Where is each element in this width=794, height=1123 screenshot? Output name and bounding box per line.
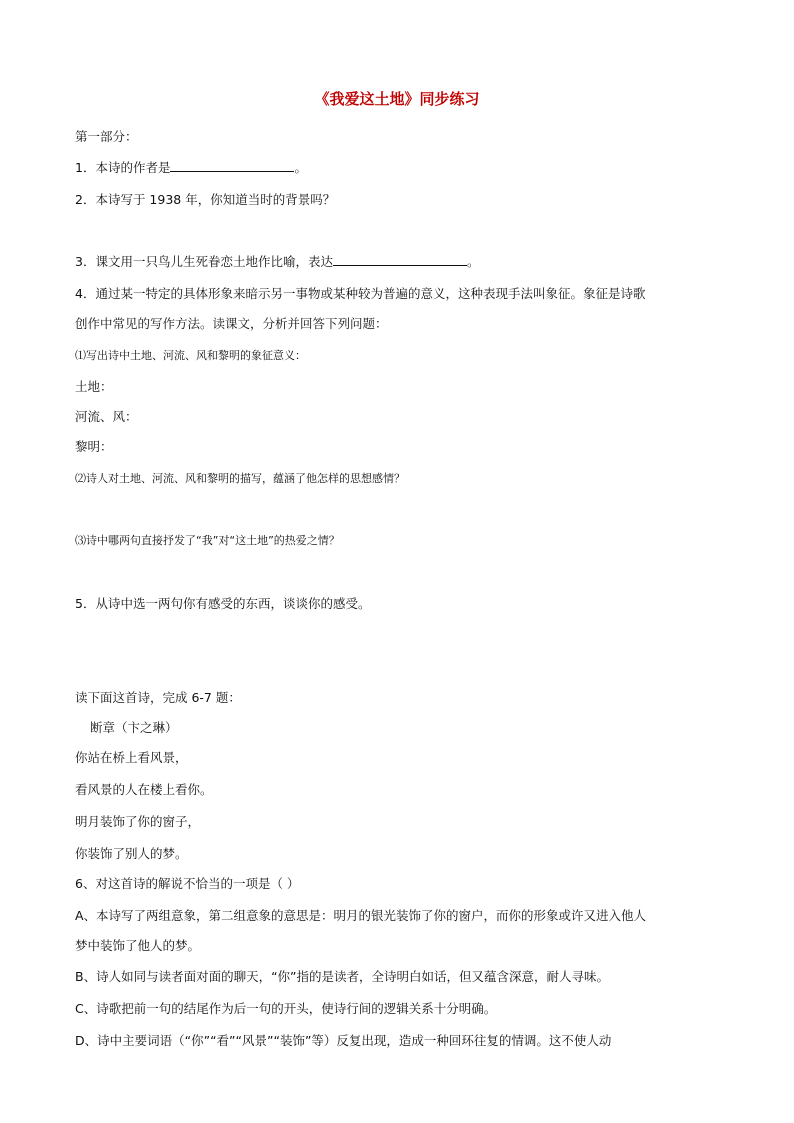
symbol-river-wind: 河流、风： <box>75 409 138 424</box>
reading-intro: 读下面这首诗，完成 6-7 题： <box>75 690 241 705</box>
poem-line: 你站在桥上看风景， <box>75 750 188 765</box>
question-5: 5．从诗中选一两句你有感受的东西，谈谈你的感受。 <box>75 596 371 611</box>
option-a-line-2: 梦中装饰了他人的梦。 <box>75 938 201 953</box>
poem-line: 你装饰了别人的梦。 <box>75 846 188 861</box>
answer-blank-3[interactable] <box>333 252 467 266</box>
page-title: 《我爱这土地》同步练习 <box>314 90 480 108</box>
question-2: 2．本诗写于 1938 年，你知道当时的背景吗？ <box>75 192 336 207</box>
symbol-dawn: 黎明： <box>75 439 113 454</box>
question-4-sub-1: ⑴写出诗中土地、河流、风和黎明的象征意义： <box>75 349 306 362</box>
poem-title: 断章（卞之琳） <box>90 720 178 735</box>
option-c: C、诗歌把前一句的结尾作为后一句的开头，使诗行间的逻辑关系十分明确。 <box>75 1001 497 1016</box>
question-1 <box>75 158 307 176</box>
question-4-line-2: 创作中常见的写作方法。读课文，分析并回答下列问题： <box>75 316 388 331</box>
question-6: 6、对这首诗的解说不恰当的一项是（ ） <box>75 876 300 891</box>
question-4-sub-2: ⑵诗人对土地、河流、风和黎明的描写，蕴涵了他怎样的思想感情？ <box>75 472 405 485</box>
question-3-end: 。 <box>466 254 480 269</box>
question-1-end: 。 <box>294 160 307 175</box>
question-4-line-1: 4．通过某一特定的具体形象来暗示另一事物或某种较为普遍的意义，这种表现手法叫象征。象征是诗歌 <box>75 286 646 301</box>
question-3-text: 3．课文用一只鸟儿生死眷恋土地作比喻，表达 <box>75 254 333 269</box>
option-d: D、诗中主要词语（“你”“看”“风景”“装饰”等）反复出现，造成一种回环往复的情调。这不使人动 <box>75 1033 612 1048</box>
poem-line: 明月装饰了你的窗子， <box>75 814 201 829</box>
option-a-line-1: A、本诗写了两组意象，第二组意象的意思是：明月的银光装饰了你的窗户，而你的形象或许又进入他人 <box>75 908 647 923</box>
question-3 <box>75 252 479 270</box>
section-heading: 第一部分： <box>75 129 138 144</box>
symbol-land: 土地： <box>75 379 113 394</box>
option-b: B、诗人如同与读者面对面的聊天，“你”指的是读者，全诗明白如话，但又蕴含深意，耐人寻味。 <box>75 969 610 984</box>
question-4-sub-3: ⑶诗中哪两句直接抒发了“我”对“这土地”的热爱之情？ <box>75 534 340 547</box>
question-1-text: 1．本诗的作者是 <box>75 160 171 175</box>
poem-line: 看风景的人在楼上看你。 <box>75 782 213 797</box>
answer-blank-1[interactable] <box>170 158 294 172</box>
